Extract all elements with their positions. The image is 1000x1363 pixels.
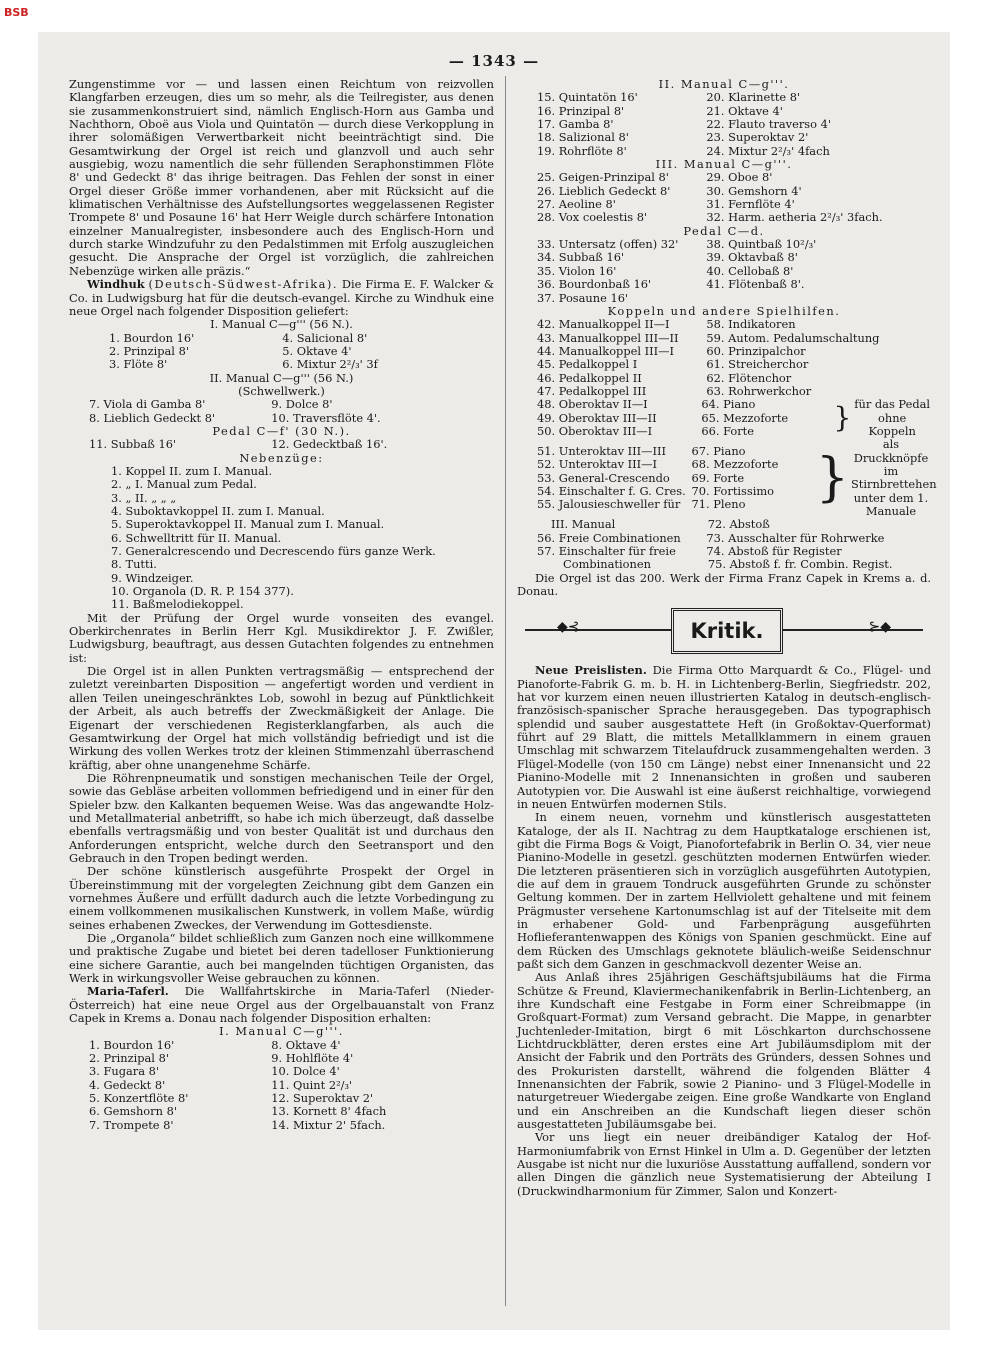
neue-preislisten-heading: Neue Preislisten.: [535, 663, 647, 678]
maria-taferl-text: Die Wallfahrtskirche in Maria-Taferl (Nieder-Österreich) hat eine neue Orgel aus der Orgelbauanstalt von Franz Capek in Krems a. Donau nach folgender Disposition erhalten:: [69, 984, 495, 1026]
register-row: III. Manual 72. Abstoß: [551, 517, 770, 532]
maria-taferl-paragraph: [69, 985, 494, 1025]
windhuk-text: Die Firma E. F. Walcker & Co. in Ludwigsburg hat für die deutsch-evangel. Kirche zu Windhuk eine neue Orgel nach folgender Disposition geliefert:: [69, 277, 494, 318]
register-row: 42. Manualkoppel II—I 58. Indikatoren: [537, 317, 796, 332]
list-item: 9. Windzeiger.: [111, 570, 194, 585]
page-number: — 1343 —: [448, 52, 540, 70]
library-stamp: BSB: [4, 6, 29, 19]
windhuk-manual2-sub: (Schwellwerk.): [238, 383, 325, 398]
list-item: 5. Superoktavkoppel II. Manual zum I. Manual.: [111, 517, 385, 532]
register-row: 51. Unteroktav III—III 67. Piano: [537, 443, 746, 458]
register-row: 48. Oberoktav II—I 64. Piano: [537, 397, 756, 412]
register-row: 3. Flöte 8' 6. Mixtur 2²/₃' 3f: [109, 357, 378, 372]
schuetze-freund-paragraph: Aus Anlaß ihres 25jährigen Geschäftsjubiläums hat die Firma Schütze & Freund, Klaviermechanikenfabrik in Berlin-Lichtenberg, an ihre Kundschaft eine Festgabe in Form einer Schreibmappe (in Großquart-Format) zum Versand gebracht. Die Mappe, in genarbter Juchtenleder-Imitation, birgt 6 mit Löschkarton durchschossene Lichtdruckblätter, deren erstes eine Art Jubiläumsdiplom mit der Ansicht der Fabrik und den Porträts des Gründers, dessen Sohnes und des Prokuristen darstellt, während die folgenden Blätter 4 Innenansichten der Fabrik, sowie 2 Pianino- und 3 Flügel-Modelle in naturgetreuer Wiedergabe zeigen. Eine große Wandkarte von England und ein Anschreiben an die Kundschaft liegen dieser schön ausgestatteten Jubiläumsgabe bei.: [517, 970, 931, 1132]
pruefung-paragraph: Mit der Prüfung der Orgel wurde vonseiten des evangel. Oberkirchenrates in Berlin Herr Kgl. Musikdirektor J. F. Zwißler, Ludwigsburg, beauftragt, aus dessen Gutachten folgendes zu entnehmen ist:: [69, 610, 494, 665]
register-row: 34. Subbaß 16' 39. Oktavbaß 8': [537, 250, 798, 265]
register-row: 4. Gedeckt 8' 11. Quint 2²/₃': [89, 1077, 353, 1092]
list-item: 7. Generalcrescendo und Decrescendo fürs ganze Werk.: [111, 544, 436, 559]
list-item: 4. Suboktavkoppel II. zum I. Manual.: [111, 504, 325, 518]
register-row: 50. Oberoktav III—I 66. Forte: [537, 423, 754, 438]
koppeln-title: Koppeln und andere Spielhilfen.: [607, 303, 841, 318]
register-row: 35. Violon 16' 40. Cellobaß 8': [537, 263, 794, 278]
register-row: 45. Pedalkoppel I 61. Streicherchor: [537, 357, 809, 372]
register-row: 2. Prinzipal 8' 9. Hohlflöte 4': [89, 1051, 354, 1066]
left-column: [69, 78, 494, 1132]
register-row: 28. Vox coelestis 8' 32. Harm. aetheria 2²/₃' 3fach.: [537, 210, 883, 225]
register-row: 26. Lieblich Gedeckt 8' 30. Gemshorn 4': [537, 183, 802, 198]
register-row: 2. Prinzipal 8' 5. Oktave 4': [109, 343, 352, 358]
kritik-banner: [517, 604, 931, 656]
list-item: 6. Schwelltritt für II. Manual.: [111, 530, 282, 545]
ornament-icon: ⊱◆: [868, 619, 891, 636]
maria-manual1-title: I. Manual C—g'''.: [219, 1024, 344, 1039]
register-row: 16. Prinzipal 8' 21. Oktave 4': [537, 103, 783, 118]
register-row: 1. Bourdon 16' 4. Salicional 8': [109, 330, 368, 345]
neue-preislisten-text: Die Firma Otto Marquardt & Co., Flügel- und Pianoforte-Fabrik G. m. b. H. in Lichtenberg-Berlin, Siegfriedstr. 202, hat vor kurzem einen neuen illustrierten Katalog in deutsch-englisch-französisch-spanischer Sprache herausgegeben. Das typographisch splendid und sauber ausgestattete Heft (in Großoktav-Querformat) führt auf 29 Blatt, die mittels Metallklammern in einem grauen Umschlag mit schwarzem Titelaufdruck zusammengehalten werden. 3 Flügel-Modelle (von 150 cm Länge) nebst einer Innenansicht und 22 Pianino-Modelle mit 2 Innenansichten in großen und sauberen Autotypien vor. Die Auswahl ist eine äußerst reichhaltige, vorwiegend in neuen Entwürfen modernen Stils.: [517, 663, 931, 811]
group-note: für das Pedal ohne Koppeln: [854, 397, 931, 438]
list-item: 2. „ I. Manual zum Pedal.: [111, 477, 257, 492]
maria-manual2-title: II. Manual C—g'''.: [658, 77, 790, 91]
register-row: 43. Manualkoppel III—II 59. Autom. Pedalumschaltung: [537, 330, 880, 345]
register-row: 25. Geigen-Prinzipal 8' 29. Oboe 8': [537, 170, 773, 185]
nebenzuege-title: Nebenzüge:: [239, 450, 324, 465]
register-row: 6. Gemshorn 8' 13. Kornett 8' 4fach: [89, 1104, 387, 1119]
register-row: 52. Unteroktav III—I 68. Mezzoforte: [537, 457, 779, 472]
register-row: 37. Posaune 16': [537, 290, 629, 305]
register-row: 1. Bourdon 16' 8. Oktave 4': [89, 1037, 341, 1052]
windhuk-manual1-title: I. Manual C—g''' (56 N.).: [210, 317, 353, 332]
bogs-voigt-paragraph: In einem neuen, vornehm und künstlerisch ausgestatteten Kataloge, der als II. Nachtrag zu dem Hauptkataloge erschienen ist, gibt die Firma Bogs & Voigt, Pianofortefabrik in Berlin O. 34, vier neue Pianino-Modelle in gesetzl. geschützten modernen Entwürfen wieder. Die letzteren präsentieren sich in vorzüglich ausgeführten Autotypien, die auf dem in grauem Tondruck ausgeführten Grunde zu schönster Geltung kommen. Der in zartem Hellviolett gehaltene und mit feinem Prägmuster versehene Kartonumschlag ist auf der Titelseite mit dem in erhabener Gold- und Farbenprägung ausgeführten Hoflieferantenwappen des Königs von Spanien geschmückt. Eine auf dem Rücken des Umschlags geknotete bläulich-weiße Seidenschnur paßt sich dem Ganzen in geschmackvoll dezenter Weise an.: [517, 810, 931, 971]
register-row: 3. Fugara 8' 10. Dolce 4': [89, 1064, 340, 1079]
register-row: 5. Konzertflöte 8' 12. Superoktav 2': [89, 1091, 374, 1106]
windhuk-place: (Deutsch-Südwest-Afrika).: [148, 277, 338, 292]
list-item: 8. Tutti.: [111, 557, 157, 572]
register-row: 17. Gamba 8' 22. Flauto traverso 4': [537, 117, 832, 132]
druckknopf-group: [517, 437, 937, 518]
gutachten-paragraph-4: Die „Organola“ bildet schließlich zum Ganzen noch eine willkommene und praktische Zugabe und bietet bei deren tadelloser Funktionierung eine sichere Garantie, auch bei mangelnden tüchtigen Organisten, das Werk in wirkungsvoller Weise gebrauchen zu können.: [69, 931, 494, 986]
register-row: 47. Pedalkoppel III 63. Rohrwerkchor: [537, 383, 812, 398]
gutachten-paragraph-3: Der schöne künstlerisch ausgeführte Prospekt der Orgel in Übereinstimmung mit der vorgelegten Zeichnung gibt dem Ganzen ein vornehmes Äußere und erfüllt dadurch auch die letzte Vorbedingung zu einem vollkommenen musikalischen Kunstwerk, in vollem Maße, würdig seines erhabenen Zweckes, der Verwendung im Gottesdienste.: [69, 864, 494, 932]
register-row: 15. Quintatön 16' 20. Klarinette 8': [537, 90, 801, 105]
maria-pedal-title: Pedal C—d.: [683, 223, 765, 238]
hinkel-paragraph: Vor uns liegt ein neuer dreibändiger Katalog der Hof-Harmoniumfabrik von Ernst Hinkel in Ulm a. D. Gegenüber der letzten Ausgabe ist nicht nur die luxuriöse Ausstattung auffallend, sondern vor allen Dingen die gänzlich neue Systematisierung der Abteilung I (Druckwindharmonium für Zimmer, Salon und Konzert-: [517, 1130, 931, 1198]
register-row: 7. Trompete 8' 14. Mixtur 2' 5fach.: [89, 1117, 386, 1132]
list-item: 1. Koppel II. zum I. Manual.: [111, 463, 273, 478]
kritik-heading: Kritik.: [671, 608, 783, 654]
gutachten-paragraph-2: Die Röhrenpneumatik und sonstigen mechanischen Teile der Orgel, sowie das Gebläse arbeiten vollommen befriedigend und in einer für den Spieler bzw. den Kalkanten bequemen Weise. Was das angewandte Holz- und Metallmaterial anbetrifft, so habe ich mich überzeugt, daß dasselbe ebenfalls vertragsmäßig und von bester Qualität ist und durchaus den Anforderungen entspricht, welche durch den Seetransport und den Gebrauch in den Tropen bedingt werden.: [69, 770, 494, 865]
list-item: 10. Organola (D. R. P. 154 377).: [111, 584, 294, 599]
column-divider: [505, 76, 506, 1306]
register-row: 7. Viola di Gamba 8' 9. Dolce 8': [89, 397, 333, 412]
register-row: 57. Einschalter für freie 74. Abstoß für Register: [537, 544, 842, 559]
register-row: 49. Oberoktav III—II 65. Mezzoforte: [537, 410, 789, 425]
capek-note: Die Orgel ist das 200. Werk der Firma Franz Capek in Krems a. d. Donau.: [517, 570, 931, 599]
windhuk-paragraph: [69, 278, 494, 318]
list-item: 11. Baßmelodiekoppel.: [111, 597, 244, 612]
windhuk-heading: Windhuk: [87, 277, 145, 292]
scanned-page: [38, 32, 950, 1330]
register-row: 18. Salizional 8' 23. Superoktav 2': [537, 130, 809, 145]
brace-icon: }: [815, 448, 849, 509]
pedal-group: [517, 398, 931, 438]
list-item: 3. „ II. „ „ „: [111, 490, 177, 505]
register-row: 19. Rohrflöte 8' 24. Mixtur 2²/₃' 4fach: [537, 143, 830, 158]
windhuk-pedal-title: Pedal C—f' (30 N.).: [212, 423, 351, 438]
register-row: 11. Subbaß 16' 12. Gedecktbaß 16'.: [89, 437, 388, 452]
register-row: 56. Freie Combinationen 73. Ausschalter für Rohrwerke: [537, 530, 885, 545]
brace-icon: }: [833, 401, 852, 435]
register-row: Combinationen 75. Abstoß f. fr. Combin. Regist.: [563, 557, 893, 572]
register-row: 46. Pedalkoppel II 62. Flötenchor: [537, 370, 792, 385]
register-row: 55. Jalousieschweller für 71. Pleno: [537, 497, 746, 512]
nebenzuege-list: [69, 465, 494, 612]
intro-paragraph: Zungenstimme vor — und lassen einen Reichtum von reizvollen Klangfarben erzeugen, dies um so mehr, als die Teilregister, aus denen sie zusammenkonstruiert sind, nämlich Englisch-Horn aus Gamba und Nachthorn, Oboë aus Viola und Quintatön — durch diese Verkopplung in ihrer solomäßigen Verwertbarkeit nicht beeinträchtigt sind. Die Gesamtwirkung der Orgel ist reich und glanzvoll und auch sehr ausgiebig, wozu namentlich die sehr füllenden Seraphonstimmen Flöte 8' und Gedeckt 8' das ihrige beitragen. Das Fehlen der sonst in einer Orgel dieser Größe immer vorhandenen, aber mit Rücksicht auf die klimatischen Verhältnisse des Aufstellungsortes weggelassenen Register Trompete 8' und Posaune 16' hat Herr Weigle durch schärfere Intonation einzelner Manualregister, insbesondere auch des Englisch-Horn und durch starke Windzufuhr zu den Pedalstimmen mit Erfolg auszugleichen gesucht. Die Ansprache der Orgel ist vorzüglich, die zahlreichen Nebenzüge wirken alle präzis.“: [69, 77, 494, 278]
group-note: als Druckknöpfe im Stirnbrettehen unter dem 1. Manuale: [851, 437, 937, 518]
register-row: 33. Untersatz (offen) 32' 38. Quintbaß 10²/₃': [537, 237, 817, 252]
register-row: 36. Bourdonbaß 16' 41. Flötenbaß 8'.: [537, 277, 805, 292]
register-row: 27. Aeoline 8' 31. Fernflöte 4': [537, 197, 795, 212]
register-row: 8. Lieblich Gedeckt 8' 10. Traversflöte 4'.: [89, 410, 381, 425]
maria-taferl-heading: Maria-Taferl.: [87, 984, 169, 999]
right-column: [517, 77, 937, 1198]
register-row: 44. Manualkoppel III—I 60. Prinzipalchor: [537, 343, 806, 358]
windhuk-manual2-title: II. Manual C—g''' (56 N.): [209, 370, 354, 385]
register-row: 54. Einschalter f. G. Cres. 70. Fortissimo: [537, 483, 775, 498]
register-row: 53. General-Crescendo 69. Forte: [537, 470, 745, 485]
neue-preislisten-paragraph: [517, 664, 931, 811]
maria-manual3-title: III. Manual C—g'''.: [655, 157, 793, 172]
gutachten-paragraph-1: Die Orgel ist in allen Punkten vertragsmäßig — entsprechend der zuletzt vereinbarten Disposition — angefertigt worden und verdient in allen Teilen uneingeschränktes Lob, sowohl in bezug auf Pünktlichkeit der Arbeit, als auch betreffs der Zweckmäßigkeit der Anlage. Die Eigenart der verschiedenen Registerklangfarben, als auch die Gesamtwirkung der Orgel hat mich vollständig befriedigt und ist die Wirkung des vollen Werkes trotz der kleinen Stimmenzahl überraschend kräftig, aber ohne unangenehme Schärfe.: [69, 664, 494, 772]
ornament-icon: ◆⊰: [557, 619, 580, 636]
